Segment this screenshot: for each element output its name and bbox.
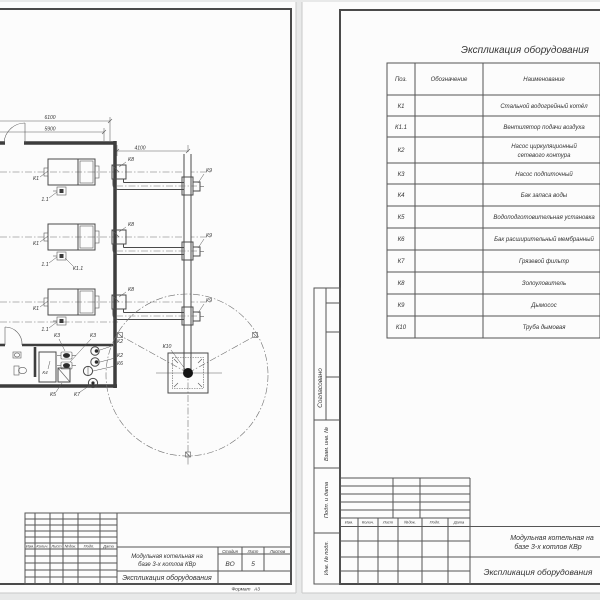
row-name: Бак запаса воды xyxy=(520,193,568,199)
col-data: Дата xyxy=(453,519,465,525)
tag-k1-1: 1.1 xyxy=(41,262,49,268)
stamp-approved: Согласовано xyxy=(317,368,324,408)
format-label: Формат xyxy=(231,587,251,593)
right-sheet xyxy=(302,2,600,593)
tag-k9: К9 xyxy=(206,233,212,239)
stamp-vzam: Взам. инв. № xyxy=(324,426,330,462)
tag-k2: К2 xyxy=(117,339,123,345)
table-header-name: Наименование xyxy=(523,77,565,83)
tag-k3: К3 xyxy=(90,333,96,339)
col-data: Дата xyxy=(103,543,114,549)
row-name: Золоуловитель xyxy=(521,281,567,287)
tag-k1-1-full: К1.1 xyxy=(72,266,84,272)
table-header-pos: Поз. xyxy=(394,77,408,83)
col-podp: Подп. xyxy=(83,543,95,549)
row-name: Бак расширительный мембранный xyxy=(494,237,594,243)
col-ndok: №док. xyxy=(404,519,416,525)
row-pos: К3 xyxy=(397,172,405,178)
project-title-line2: базе 3-х котлов КВр xyxy=(138,562,196,568)
stamp-podp: Подп. и дата xyxy=(324,481,330,519)
tag-k1: К1 xyxy=(33,176,39,182)
col-kol: Колич. xyxy=(36,543,49,549)
tag-k1-1: 1.1 xyxy=(41,327,49,333)
tag-k9: К9 xyxy=(206,168,212,174)
table-title: Экспликация оборудования xyxy=(461,45,589,56)
stage-label: Стадия xyxy=(222,549,238,554)
row-pos: К8 xyxy=(397,281,405,287)
row-pos: К7 xyxy=(397,259,405,265)
dim-4100: 4100 xyxy=(134,145,146,152)
row-name: Насос подпиточный xyxy=(515,172,573,178)
sheet-label: Лист xyxy=(247,549,259,554)
tag-k8: К8 xyxy=(128,222,134,228)
tag-k5: К5 xyxy=(50,392,56,398)
tag-k10: К10 xyxy=(162,344,172,350)
tag-k4: К4 xyxy=(42,370,48,375)
col-kol: Колич. xyxy=(361,519,375,525)
stamp-inv: Инв. № подл. xyxy=(324,540,330,576)
row-pos: К4 xyxy=(397,193,405,199)
doc-title: Экспликация оборудования xyxy=(483,567,593,577)
row-pos: К5 xyxy=(397,215,405,221)
row-name: Вентилятор подачи воздуха xyxy=(503,125,585,131)
row-name: Грязевой фильтр xyxy=(518,259,570,265)
row-name-line2: сетевого контура xyxy=(517,153,571,159)
table-header-designation: Обозначение xyxy=(430,77,468,83)
row-pos: К2 xyxy=(397,148,405,154)
col-izm: Изм. xyxy=(344,519,354,525)
tag-k3: К3 xyxy=(54,333,60,339)
tag-k1-1: 1.1 xyxy=(41,197,49,203)
chimney-pipe xyxy=(183,368,193,378)
row-name: Стальной водогрейный котёл xyxy=(500,104,588,110)
row-name: Дымосос xyxy=(531,303,557,309)
sheets-label: Листов xyxy=(269,549,286,554)
row-pos: К1 xyxy=(397,104,405,110)
dim-6100: 6100 xyxy=(44,115,56,121)
tag-k8: К8 xyxy=(128,287,134,293)
col-izm: Изм. xyxy=(25,543,35,549)
row-name: Насос циркуляционный xyxy=(511,144,577,150)
tag-k2: К2 xyxy=(117,353,123,359)
col-list: Лист xyxy=(382,519,394,525)
row-pos: К6 xyxy=(397,237,405,243)
col-ndok: №док. xyxy=(64,543,77,549)
row-pos: К1.1 xyxy=(395,125,407,131)
left-sheet xyxy=(0,2,296,593)
tag-k1: К1 xyxy=(33,241,39,247)
col-list: Лист xyxy=(51,543,62,549)
project-title-line1: Модульная котельная на xyxy=(131,554,203,560)
doc-title: Экспликация оборудования xyxy=(122,575,212,582)
stage-value: ВО xyxy=(225,561,235,568)
format-value: А3 xyxy=(254,587,260,593)
project-title-line1: Модульная котельная на xyxy=(510,535,594,542)
tag-k6: К6 xyxy=(117,361,123,367)
tag-k7: К7 xyxy=(74,392,80,398)
row-name: Водоподготовительная установка xyxy=(493,215,595,221)
col-podp: Подп. xyxy=(429,519,441,525)
tag-k8: К8 xyxy=(128,157,134,163)
flue-duct xyxy=(184,154,191,371)
tag-k9: К9 xyxy=(206,298,212,304)
tag-k1: К1 xyxy=(33,306,39,312)
row-pos: К9 xyxy=(397,303,405,309)
project-title-line2: базе 3-х котлов КВр xyxy=(514,544,582,551)
row-pos: К10 xyxy=(395,325,407,331)
sheet-value: 5 xyxy=(251,561,255,568)
row-name: Труба дымовая xyxy=(522,325,566,331)
dim-5900: 5900 xyxy=(44,126,56,133)
